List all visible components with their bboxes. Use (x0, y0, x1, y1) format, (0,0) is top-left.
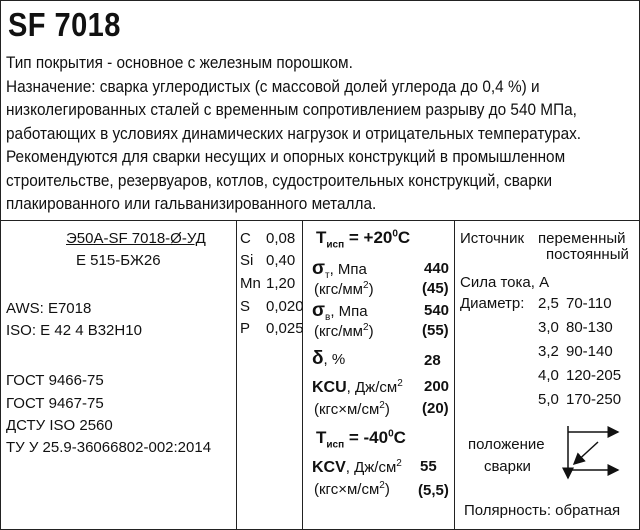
elongation-value: 28 (424, 352, 441, 369)
tensile-strength-label: $\sigma_в$, Мпа (312, 300, 368, 323)
gost-type: Э50А-SF 7018-Ø-УД (66, 230, 206, 247)
description-line: работающих в условиях динамических нагрузок и отрицательных температурах. (6, 124, 582, 143)
current-range: 70-110 (566, 295, 612, 312)
classification-code: Е 515-БЖ26 (76, 252, 161, 269)
diameter-value: 2,5 (538, 295, 559, 312)
chem-value: 1,20 (266, 275, 296, 292)
diameter-value: 5,0 (538, 391, 559, 408)
description-line: низколегированных сталей с временным сопротивлением разрыву до 540 МПа, (6, 101, 577, 119)
chem-value: 0,025 (266, 320, 304, 337)
description-line: строительстве, резервуаров, котлов, судостроительных конструкций, сварки (6, 171, 553, 190)
polarity: Полярность: обратная (464, 502, 621, 519)
current-range: 80-130 (566, 319, 613, 336)
chem-element: S (240, 298, 251, 315)
yield-strength-alt-label: $(кгс/мм^2)$ (314, 280, 374, 298)
yield-strength-label: $\sigma_т$, Мпа (312, 258, 367, 281)
current-label: Сила тока, А (460, 274, 550, 291)
chem-value: 0,020 (266, 298, 304, 315)
diameter-value: 3,2 (538, 343, 559, 360)
kcv-label: KCV, $Дж/см^2$ (312, 458, 402, 476)
current-source-label: Источник (460, 230, 525, 247)
chem-element: Mn (240, 275, 261, 292)
kcu-label: KCU, $Дж/см^2$ (312, 378, 403, 396)
current-range: 90-140 (566, 343, 613, 360)
current-range: 120-205 (566, 367, 622, 384)
chem-element: Si (240, 252, 254, 269)
kcu-alt-label: $(кгс\times м/см^2)$ (314, 400, 390, 418)
kcv-alt-value: (5,5) (418, 482, 449, 499)
chemistry-panel (236, 220, 302, 530)
kcu-value: 200 (424, 378, 450, 395)
diameter-value: 4,0 (538, 367, 559, 384)
yield-strength-alt-value: (45) (422, 280, 449, 297)
description-line: Рекомендуются для сварки несущих и опорных конструкций в промышленном (6, 148, 566, 166)
standard-item: ТУ У 25.9-36066802-002:2014 (6, 439, 212, 456)
test-temp-minus: $T_{исп} = -40^0C$ (316, 428, 406, 451)
iso-classification: ISO: E 42 4 B32H10 (6, 322, 142, 339)
tensile-strength-value: 540 (424, 302, 450, 319)
kcv-value: 55 (420, 458, 437, 475)
classification-panel (0, 220, 236, 530)
standard-item: ГОСТ 9466-75 (6, 372, 104, 389)
welding-panel (454, 220, 640, 530)
chem-value: 0,40 (266, 252, 296, 269)
current-source-ac: переменный (538, 230, 626, 247)
description-line: Назначение: сварка углеродистых (с массовой долей углерода до 0,4 %) и (6, 77, 540, 96)
description-line: плакированного или гальванизированного металла. (6, 195, 377, 213)
elongation-label: δ, % (312, 348, 346, 369)
aws-classification: AWS: E7018 (6, 300, 92, 317)
kcu-alt-value: (20) (422, 400, 449, 417)
test-temp-plus: $T_{исп} = +20^0C$ (316, 228, 411, 251)
standard-item: ДСТУ ISO 2560 (6, 417, 113, 434)
position-label: положение (468, 436, 545, 453)
diameter-label: Диаметр: (460, 295, 525, 312)
description-line: Тип покрытия - основное с железным порошком. (6, 54, 353, 72)
standard-item: ГОСТ 9467-75 (6, 395, 104, 412)
chem-element: C (240, 230, 251, 247)
kcv-alt-label: $(кгс\times м/см^2)$ (314, 480, 390, 498)
mechanical-panel (302, 220, 454, 530)
yield-strength-value: 440 (424, 260, 450, 277)
tensile-strength-alt-value: (55) (422, 322, 449, 339)
current-range: 170-250 (566, 391, 622, 408)
product-title: SF 7018 (8, 6, 121, 43)
current-source-dc: постоянный (546, 246, 629, 263)
diameter-value: 3,0 (538, 319, 559, 336)
welding-position-icon (562, 420, 628, 484)
position-label: сварки (484, 458, 531, 475)
chem-element: P (240, 320, 251, 337)
tensile-strength-alt-label: $(кгс/мм^2)$ (314, 322, 374, 340)
description (6, 52, 592, 217)
chem-value: 0,08 (266, 230, 296, 247)
